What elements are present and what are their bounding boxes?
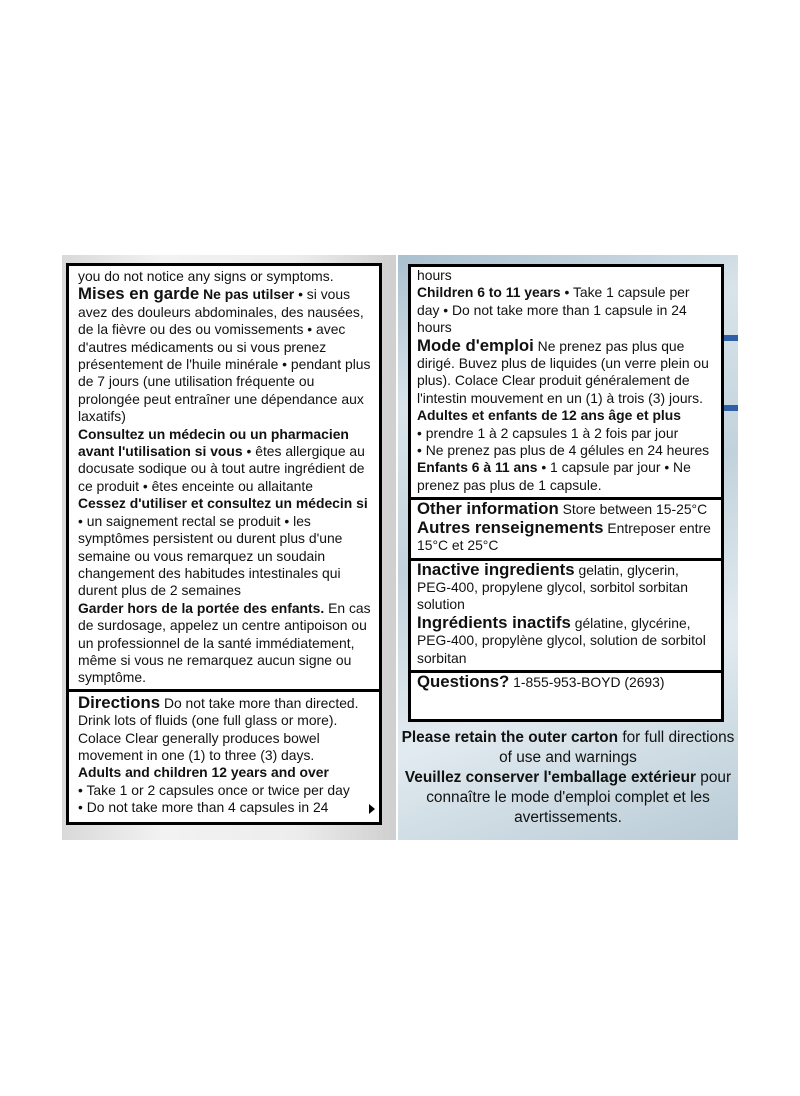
consultez-section — [78, 426, 373, 496]
other-information-heading: Other information — [417, 499, 559, 519]
children-body: • Take 1 capsule per day • Do not take more than 1 capsule in 24 hours — [417, 284, 690, 336]
adults-line-2: • Do not take more than 4 capsules in 24 — [78, 799, 329, 816]
adults-heading: Adults and children 12 years and over — [78, 764, 329, 781]
adultes-line-2: • Ne prenez pas plus de 4 gélules en 24 heures — [417, 442, 710, 459]
inactive-ingredients-section — [411, 561, 721, 673]
adultes-heading: Adultes et enfants de 12 ans âge et plus — [417, 407, 681, 424]
retain-carton-heading: Please retain the outer carton — [401, 729, 619, 746]
ingredients-inactifs-heading: Ingrédients inactifs — [417, 612, 571, 632]
mode-emploi-body: Ne prenez pas plus que dirigé. Buvez plus de liquides (un verre plein ou plus). Colace Clear produit généralement de l'intestin mouvement en un (1) à trois (3) jours. — [417, 337, 709, 406]
consultez-heading: Consultez un médecin ou un pharmacien avant l'utilisation si vous — [78, 425, 349, 460]
mode-emploi-heading: Mode d'emploi — [417, 335, 534, 355]
inactive-ingredients-heading: Inactive ingredients — [417, 559, 575, 579]
continue-arrow-icon — [369, 804, 375, 814]
conserver-emballage-heading: Veuillez conserver l'emballage extérieur — [404, 769, 696, 786]
section-divider — [69, 689, 379, 692]
other-information-body: Store between 15-25°C — [562, 501, 708, 518]
directions-heading: Directions — [78, 692, 161, 712]
questions-heading: Questions? — [417, 671, 510, 691]
consultez-body: • êtes allergique au docusate sodique ou à tout autre ingrédient de ce produit • êtes enceinte ou allaitante — [78, 443, 365, 494]
retain-carton-body: for full directions of use and warnings — [499, 729, 735, 766]
other-information-section — [411, 500, 721, 560]
mises-en-garde-body: • si vous avez des douleurs abdominales, des nausées, de la fièvre ou des ou vomissements • avec d'autres médicaments ou si vous prenez présentement de l'huile minérale • pendant plus de 7 jours (une utilisation fréquente ou prolongée peut entraîner une dépendance aux laxatifs) — [78, 286, 371, 425]
drug-facts-left-box — [66, 263, 382, 825]
garder-body: En cas de surdosage, appelez un centre antipoison ou un professionnel de la santé immédiatement, même si vous ne remarquez aucun signe ou symptôme. — [78, 599, 371, 686]
ingredients-inactifs-body: gélatine, glycérine, PEG-400, propylène glycol, solution de sorbitol sorbitan — [417, 614, 706, 666]
enfants-heading: Enfants 6 à 11 ans — [417, 459, 538, 476]
cessez-heading: Cessez d'utiliser et consultez un médecin si — [78, 495, 368, 512]
children-heading: Children 6 to 11 years — [417, 284, 561, 301]
directions-continued-section — [411, 267, 721, 500]
enfants-body: • 1 capsule par jour • Ne prenez pas plus de 1 capsule. — [417, 459, 691, 493]
garder-section — [78, 600, 373, 687]
carton-notice — [398, 728, 738, 828]
directions-section — [78, 694, 373, 765]
cessez-body: • un saignement rectal se produit • les symptômes persistent ou durent plus d'une semaine ou vous remarquez un soudain changement des habitudes intestinales qui durent plus de 2 semaines — [78, 512, 343, 599]
blue-stripe-top — [724, 335, 738, 341]
garder-heading: Garder hors de la portée des enfants. — [78, 599, 325, 616]
drug-facts-right-box — [408, 264, 724, 722]
ne-pas-utiliser-heading: Ne pas utilser — [203, 286, 295, 303]
hours-text: hours — [417, 267, 452, 283]
autres-renseignements-body: Entreposer entre 15°C et 25°C — [417, 519, 711, 554]
adultes-line-1: • prendre 1 à 2 capsules 1 à 2 fois par jour — [417, 424, 679, 441]
blue-stripe-bottom — [724, 405, 738, 411]
intro-text: you do not notice any signs or symptoms. — [78, 268, 334, 284]
questions-phone: 1-855-953-BOYD (2693) — [513, 673, 665, 690]
mises-en-garde-heading: Mises en garde — [78, 284, 200, 304]
questions-section — [411, 673, 721, 694]
autres-renseignements-heading: Autres renseignements — [417, 517, 604, 537]
inactive-ingredients-body: gelatin, glycerin, PEG-400, propylene glycol, sorbitol sorbitan solution — [417, 561, 689, 613]
directions-body: Do not take more than directed. Drink lots of fluids (one full glass or more). Colace Clear generally produces bowel movement in one (1) to three (3) days. — [78, 694, 359, 763]
adults-line-1: • Take 1 or 2 capsules once or twice per day — [78, 781, 350, 798]
cessez-section — [78, 495, 373, 599]
mises-en-garde-section — [78, 285, 373, 425]
conserver-emballage-body: pour connaître le mode d'emploi complet et les avertissements. — [426, 769, 732, 826]
